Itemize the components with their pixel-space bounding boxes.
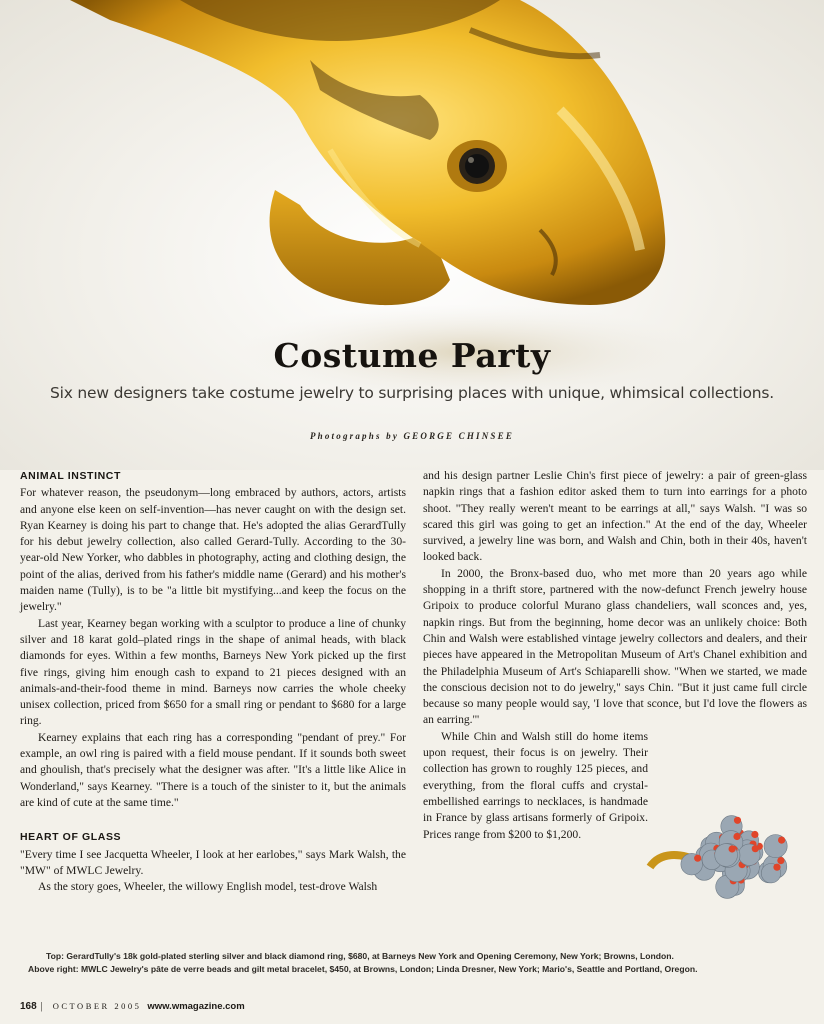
page-title: Costume Party <box>273 336 551 375</box>
footer-divider: | <box>40 1001 43 1012</box>
bead-dot <box>778 837 785 844</box>
page-footer <box>20 1001 245 1012</box>
bead-dot <box>694 855 701 862</box>
section-heading: HEART OF GLASS <box>20 831 122 844</box>
photo-credit: Photographs by GEORGE CHINSEE <box>309 431 515 441</box>
paragraph: "Every time I see Jacquetta Wheeler, I look at her earlobes," says Mark Walsh, the "MW" of MWLC Jewelry. <box>20 847 406 877</box>
section-heading: ANIMAL INSTINCT <box>20 470 121 482</box>
bead-dot <box>751 831 758 838</box>
bead-dot <box>729 845 736 852</box>
bead-dot <box>734 817 741 824</box>
issue-date: OCTOBER 2005 <box>52 1001 142 1011</box>
article-column-left <box>20 468 406 895</box>
caption-top: Top: GerardTully's 18k gold-plated sterling silver and black diamond ring, $680, at Barneys New York and Opening Ceremony, New York; Browns, London. <box>46 951 674 961</box>
paragraph: For whatever reason, the pseudonym—long embraced by authors, actors, artists and anyone else keen on self-invention—has never caught on with the design set. Ryan Kearney is doing his part to change that. He's adopted the alias GerardTully for his debut jewelry collection, also called Gerard-Tully. According to the 30-year-old New Yorker, who dabbles in photography, acting and clothing design, the point of the alias, derived from his father's middle name (Gerard) and his mother's maiden name (Tully), is to be "a little bit mystifying...and keep the focus on the jewelry." <box>20 486 406 614</box>
bead-bracelet-illustration <box>640 782 800 932</box>
paragraph: While Chin and Walsh still do home items upon request, their focus is on jewelry. Their collection has grown to roughly 125 pieces, and everything, from the floral cuffs and crystal-embellished earrings to necklaces, is handmade in France by glass artisans formerly of Gripoix. Prices range from $200 to $1,200. <box>423 729 648 841</box>
paragraph: Kearney explains that each ring has a corresponding "pendant of prey." For example, an owl ring is paired with a field mouse pendant. If it sounds both sweet and ghoulish, that's precisely what the designer was after. "It's a little like Alice in Wonderland," says Kearney. "There is a touch of the sinister to it, but the animals are kind of cute at the same time." <box>20 730 406 809</box>
bead-dot <box>733 833 740 840</box>
paragraph: and his design partner Leslie Chin's first piece of jewelry: a pair of green-glass napkin rings that a fashion editor asked them to turn into earrings for a photo shoot. "They really weren't meant to be earrings at all," says Walsh. "I was so scared this girl was going to get an infection." At the end of the day, Wheeler survived, a jewelry line was born, and Walsh and Chin, both in their 40s, haven't looked back. <box>423 469 807 564</box>
page-subtitle: Six new designers take costume jewelry to surprising places with unique, whimsical collections. <box>49 384 775 402</box>
paragraph: In 2000, the Bronx-based duo, who met more than 20 years ago while shopping in a thrift store, partnered with the now-defunct French jewelry house Gripoix to produce colorful Murano glass chandeliers, wall sconces and, yes, napkin rings. But from the beginning, home decor was an unlikely choice: Both Chin and Walsh were established vintage jewelry collectors and dealers, and their pieces have appeared in the Metropolitan Museum of Art's Chanel exhibition and the Philadelphia Museum of Art's Schiaparelli show. "When we started, we made the conscious decision not to do jewelry," says Chin. "But it just came full circle because so many people would say, 'I love that sconce, but I'd love the flowers as an earring.'" <box>423 566 807 727</box>
paragraph: Last year, Kearney began working with a sculptor to produce a line of chunky silver and 18 karat gold–plated rings in the shape of animal heads, with black diamonds for eyes. Within a few months, Barneys New York picked up the first five rings, giving him enough cash to expand to 21 pieces designed with an animals-and-their-food theme in mind. Barneys now carries the whole cheeky unisex collection, priced from $650 for a small ring or pendant to $680 for a large ring. <box>20 616 406 728</box>
bead-dot <box>773 864 780 871</box>
paragraph: As the story goes, Wheeler, the willowy English model, test-drove Walsh <box>38 880 378 894</box>
caption-above-right: Above right: MWLC Jewelry's pâte de verre beads and gilt metal bracelet, $450, at Browns, London; Linda Dresner, New York; Mario's, Seattle and Portland, Oregon. <box>28 964 698 974</box>
bead-dot <box>777 857 784 864</box>
website-link[interactable]: www.wmagazine.com <box>147 1001 245 1012</box>
bead-dot <box>752 845 759 852</box>
page-number: 168 <box>20 1001 37 1012</box>
